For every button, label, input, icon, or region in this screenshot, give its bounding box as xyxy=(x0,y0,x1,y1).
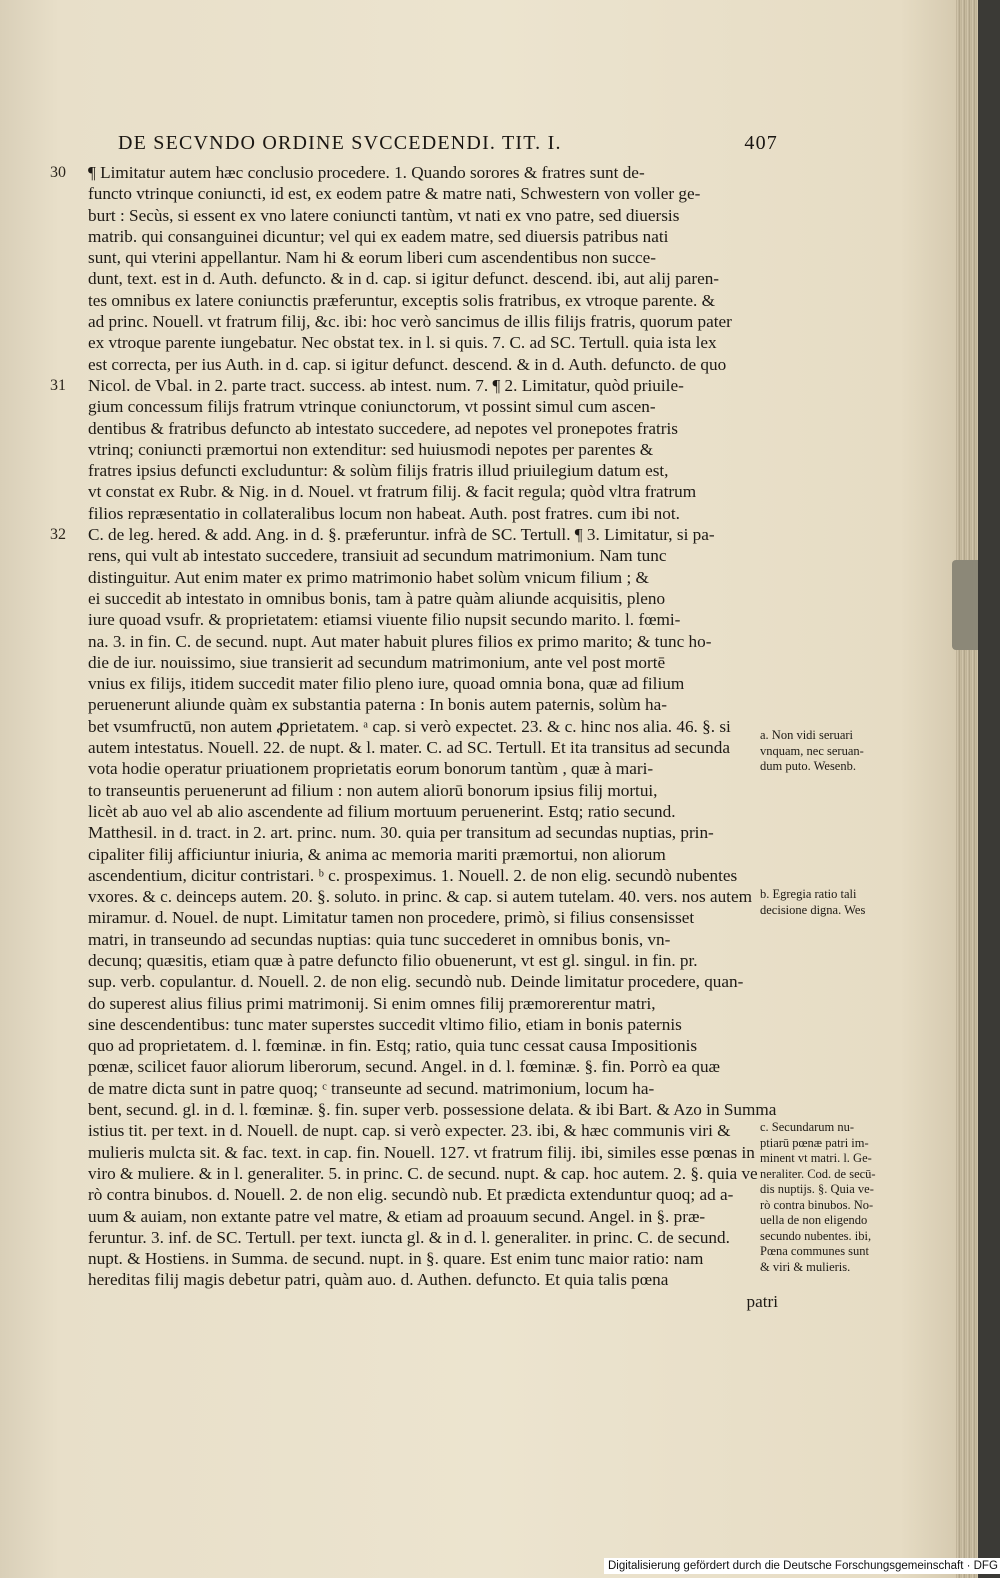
line-text: decunq; quæsitis, etiam quæ à patre defuncto filio obuenerunt, vt est gl. singul. in fin. pr. xyxy=(88,950,698,970)
line-text: die de iur. nouissimo, siue transierit ad secundum matrimonium, ante vel post mortē xyxy=(88,652,666,672)
line-text: peruenerunt aliunde quàm ex substantia paterna : In bonis autem paternis, solùm ha- xyxy=(88,695,667,715)
line-text: vt constat ex Rubr. & Nig. in d. Nouel. vt fratrum filij. & facit regula; quòd vltra fratrum xyxy=(88,482,697,502)
line-text: miramur. d. Nouel. de nupt. Limitatur tamen non procedere, primò, si filius consensisset xyxy=(88,908,695,928)
page-edge xyxy=(956,0,978,1578)
line-text: matri, in transeundo ad secundas nuptias: quia tunc succederet in omnibus bonis, vn- xyxy=(88,929,671,949)
text-line xyxy=(50,375,788,396)
line-text: tes omnibus ex latere coniunctis præferuntur, exceptis solis fratribus, ex vtroque parente. & xyxy=(88,290,715,310)
note-line: dum puto. Wesenb. xyxy=(760,759,856,773)
margin-note-a xyxy=(760,728,890,775)
text-line xyxy=(88,588,788,609)
text-line xyxy=(88,268,788,289)
line-text: istius tit. per text. in d. Nouell. de nupt. cap. si verò expecter. 23. ibi, & hæc communis viri & xyxy=(88,1121,731,1141)
line-text: rò contra binubos. d. Nouell. 2. de non elig. secundò nub. Et prædicta extenduntur quoq; ad a- xyxy=(88,1185,734,1205)
section-number: 32 xyxy=(50,526,66,544)
text-line xyxy=(88,652,788,673)
text-line xyxy=(88,226,788,247)
section-number: 30 xyxy=(50,164,66,181)
line-text: sunt, qui vterini appellantur. Nam hi & eorum liberi cum ascendentibus non succe- xyxy=(88,248,657,268)
line-text: ei succedit ab intestato in omnibus bonis, tam à patre quàm aliunde acquisitis, pleno xyxy=(88,588,666,608)
text-line xyxy=(88,1184,788,1205)
text-line xyxy=(88,567,788,588)
margin-note-b xyxy=(760,887,890,918)
line-text: vota hodie operatur priuationem proprietatis eorum bonorum tantùm , quæ à mari- xyxy=(88,759,654,779)
line-text: viro & muliere. & in l. generaliter. 5. in princ. C. de secund. nupt. & cap. hoc autem. 2. §. quia ve xyxy=(88,1163,758,1183)
line-text: ascendentium, dicitur contristari. ᵇ c. prospeximus. 1. Nouell. 2. de non elig. secundò nubentes xyxy=(88,865,738,885)
text-line xyxy=(88,971,788,992)
bookmark-tab xyxy=(952,560,978,650)
line-text: matrib. qui consanguinei dicuntur; vel qui ex eadem matre, sed diuersis patribus nati xyxy=(88,226,669,246)
line-text: distinguitur. Aut enim mater ex primo matrimonio habet solùm vnicum filium ; & xyxy=(88,567,649,587)
text-line xyxy=(88,460,788,481)
text-line xyxy=(88,290,788,311)
text-line xyxy=(88,1120,788,1141)
text-line xyxy=(88,1099,788,1120)
line-text: gium concessum filijs fratrum vtrinque coniunctorum, vt possint simul cum ascen- xyxy=(88,397,656,417)
line-text: hereditas filij magis debetur patri, quàm auo. d. Authen. defuncto. Et quia talis pœna xyxy=(88,1270,669,1290)
text-line xyxy=(88,737,788,758)
line-text: est correcta, per ius Auth. in d. cap. si igitur defunct. descend. & in d. Auth. defuncto. de quo xyxy=(88,354,727,374)
text-line xyxy=(50,524,788,545)
text-line xyxy=(88,332,788,353)
line-text: sine descendentibus: tunc mater superstes succedit vltimo filio, etiam in bonis paternis xyxy=(88,1014,682,1034)
text-line xyxy=(88,1206,788,1227)
line-text: ex vtroque parente iungebatur. Nec obstat tex. in l. si quis. 7. C. ad SC. Tertull. quia ista lex xyxy=(88,333,717,353)
text-line xyxy=(88,1142,788,1163)
line-text: autem intestatus. Nouell. 22. de nupt. & l. mater. C. ad SC. Tertull. Et ita transitus ad secunda xyxy=(88,738,730,758)
line-text: feruntur. 3. inf. de SC. Tertull. per text. iuncta gl. & in d. l. generaliter. in princ. C. de secund. xyxy=(88,1227,730,1247)
text-line xyxy=(88,418,788,439)
text-line xyxy=(88,844,788,865)
line-text: mulieris mulcta sit. & fac. text. in cap. fin. Nouell. 127. vt fratrum filij. ibi, similes esse pœnas in xyxy=(88,1142,755,1162)
note-line: secundo nubentes. ibi, xyxy=(760,1228,872,1243)
line-text: vnius ex filijs, itidem succedit mater filio pleno iure, quoad omnia bona, quæ ad filium xyxy=(88,674,685,694)
note-line: c. Secundarum nu- xyxy=(760,1120,855,1134)
text-line xyxy=(88,354,788,375)
text-line xyxy=(88,1291,788,1312)
text-line xyxy=(88,1035,788,1056)
note-line: a. Non vidi seruari xyxy=(760,728,854,742)
text-line xyxy=(88,631,788,652)
line-text: vtrinq; coniuncti præmortui non extenditur: sed huiusmodi nepotes per parentes & xyxy=(88,439,654,459)
text-line xyxy=(88,481,788,502)
text-line xyxy=(88,780,788,801)
line-text: dentibus & fratribus defuncto ab intestato succedere, ad nepotes vel pronepotes fratris xyxy=(88,418,678,438)
text-line xyxy=(88,1269,788,1290)
line-text: patri xyxy=(746,1291,778,1311)
text-line xyxy=(88,311,788,332)
line-text: sup. verb. copulantur. d. Nouell. 2. de non elig. secundò nub. Deinde limitatur procedere, quan- xyxy=(88,972,744,992)
line-text: de matre dicta sunt in patre quoq; ᶜ transeunte ad secund. matrimonium, locum ha- xyxy=(88,1078,655,1098)
note-line: Pœna communes sunt xyxy=(760,1244,870,1258)
text-line xyxy=(88,801,788,822)
text-line xyxy=(88,716,788,737)
text-line xyxy=(88,247,788,268)
line-text: Matthesil. in d. tract. in 2. art. princ. num. 30. quia per transitum ad secundas nuptias, prin- xyxy=(88,823,714,843)
running-title: DE SECVNDO ORDINE SVCCEDENDI. TIT. I. xyxy=(118,132,562,154)
note-line: b. Egregia ratio tali xyxy=(760,887,857,901)
line-text: vxores. & c. deinceps autem. 20. §. soluto. in princ. & cap. si autem tutelam. 40. vers. nos autem xyxy=(88,887,752,907)
line-text: quo ad proprietatem. d. l. fœminæ. in fin. Estq; ratio, quia tunc cessat causa Impositionis xyxy=(88,1036,698,1056)
text-line xyxy=(88,439,788,460)
text-line xyxy=(88,673,788,694)
text-line xyxy=(88,865,788,886)
text-line xyxy=(88,993,788,1014)
text-line xyxy=(88,205,788,226)
text-line xyxy=(88,1056,788,1077)
text-line xyxy=(88,1163,788,1184)
text-line xyxy=(88,396,788,417)
text-line xyxy=(88,1014,788,1035)
line-text: iure quoad vsufr. & proprietatem: etiamsi viuente filio nupsit secundo marito. l. fœmi- xyxy=(88,610,681,630)
note-line: dis nuptijs. §. Quia ve- xyxy=(760,1182,874,1196)
text-line xyxy=(88,929,788,950)
note-line: & viri & mulieris. xyxy=(760,1259,851,1274)
line-text: na. 3. in fin. C. de secund. nupt. Aut mater habuit plures filios ex primo marito; & tunc ho- xyxy=(88,631,712,651)
line-text: functo vtrinque coniuncti, id est, ex eodem patre & matre nati, Schwestern von voller ge- xyxy=(88,184,701,204)
line-text: dunt, text. est in d. Auth. defuncto. & in d. cap. si igitur defunct. descend. ibi, aut alij paren- xyxy=(88,269,720,289)
note-line: rò contra binubos. No- xyxy=(760,1197,874,1212)
line-text: bent, secund. gl. in d. l. fœminæ. §. fin. super verb. possessione delata. & ibi Bart. & Azo in Summa xyxy=(88,1100,777,1120)
line-text: rens, qui vult ab intestato succedere, transiuit ad secundum matrimonium. Nam tunc xyxy=(88,546,667,566)
text-line xyxy=(88,950,788,971)
note-line: uella de non eligendo xyxy=(760,1213,868,1227)
page-number: 407 xyxy=(744,132,778,154)
line-text: do superest alius filius primi matrimonij. Si enim omnes filij præmorerentur matri, xyxy=(88,993,656,1013)
text-line xyxy=(88,822,788,843)
text-line xyxy=(88,503,788,524)
line-text: burt : Secùs, si essent ex vno latere coniuncti tantùm, vt nati ex vno patre, sed diuersis xyxy=(88,205,680,225)
line-text: ¶ Limitatur autem hæc conclusio procedere. 1. Quando sorores & fratres sunt de- xyxy=(88,163,645,182)
note-line: neraliter. Cod. de secū- xyxy=(760,1166,876,1181)
main-text xyxy=(50,162,788,1312)
text-line xyxy=(88,907,788,928)
note-line: ptiarū pœnæ patri im- xyxy=(760,1135,869,1150)
line-text: fratres ipsius defuncti excluduntur: & solùm filijs fratris illud priuilegium datum est, xyxy=(88,461,669,481)
section-number: 31 xyxy=(50,376,66,394)
line-text: cipaliter filij afficiuntur iniuria, & anima ac memoria mariti præmortui, non aliorum xyxy=(88,844,666,864)
text-line xyxy=(88,1078,788,1099)
text-line xyxy=(88,1227,788,1248)
digitization-credit: Digitalisierung gefördert durch die Deutsche Forschungsgemeinschaft · DFG xyxy=(604,1558,1000,1574)
line-text: ad princ. Nouell. vt fratrum filij, &c. ibi: hoc verò sancimus de illis filijs fratris, quorum pater xyxy=(88,312,732,332)
text-line xyxy=(88,886,788,907)
line-text: Nicol. de Vbal. in 2. parte tract. success. ab intest. num. 7. ¶ 2. Limitatur, quòd priuile- xyxy=(88,375,684,395)
note-line: minent vt matri. l. Ge- xyxy=(760,1151,872,1165)
running-header xyxy=(118,132,778,155)
text-line xyxy=(88,1248,788,1269)
line-text: bet vsumfructū, non autem ꝓprietatem. ᵃ cap. si verò expectet. 23. & c. hinc nos alia. 46. §. si xyxy=(88,716,731,736)
line-text: licèt ab auo vel ab alio ascendente ad filium mortuum peruenerint. Estq; ratio secund. xyxy=(88,801,676,821)
text-line xyxy=(88,545,788,566)
note-line: decisione digna. Wes xyxy=(760,902,866,917)
line-text: uum & auiam, non extante patre vel matre, & etiam ad proauum secund. Angel. in §. præ- xyxy=(88,1206,706,1226)
text-line xyxy=(88,183,788,204)
margin-note-c xyxy=(760,1120,890,1275)
line-text: to transeuntis peruenerunt ad filium : non autem aliorū bonorum ipsius filij mortui, xyxy=(88,780,658,800)
line-text: nupt. & Hostiens. in Summa. de secund. nupt. in §. quare. Est enim tunc maior ratio: nam xyxy=(88,1249,704,1269)
text-line xyxy=(88,694,788,715)
line-text: C. de leg. hered. & add. Ang. in d. §. præferuntur. infrà de SC. Tertull. ¶ 3. Limitatur, si pa- xyxy=(88,525,715,545)
text-line xyxy=(50,162,788,183)
note-line: vnquam, nec seruan- xyxy=(760,743,864,758)
line-text: pœnæ, scilicet fauor aliorum liberorum, secund. Angel. in d. l. fœminæ. §. fin. Porrò ea quæ xyxy=(88,1057,721,1077)
text-line xyxy=(88,609,788,630)
text-line xyxy=(88,758,788,779)
line-text: filios repræsentatio in collateralibus locum non habeat. Auth. post fratres. cum ibi not. xyxy=(88,503,680,523)
